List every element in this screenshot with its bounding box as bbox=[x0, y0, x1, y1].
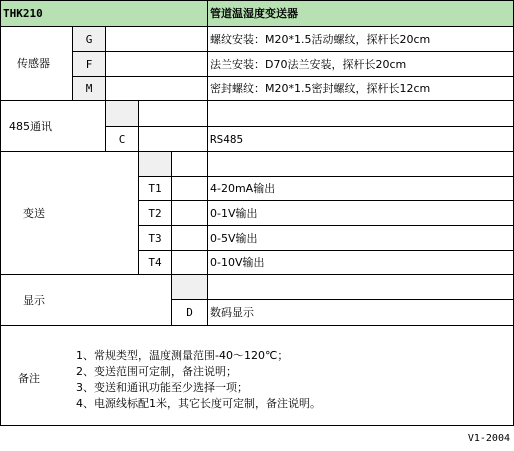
transmit-desc-cell-t3 bbox=[207, 225, 514, 251]
sensor-category-cell bbox=[0, 26, 73, 101]
transmit-label: 变送 bbox=[23, 206, 45, 220]
table-title: 管道温湿度变送器 bbox=[210, 7, 298, 20]
sensor-code-cell-g bbox=[72, 26, 106, 52]
sensor-desc-cell-g bbox=[207, 26, 514, 52]
sensor-spacer-m bbox=[105, 76, 208, 101]
note-line: 1、常规类型，温度测量范围-40～120℃； bbox=[76, 349, 289, 362]
transmit-desc-t2: 0-1V输出 bbox=[210, 206, 258, 220]
transmit-spacer-t1 bbox=[171, 176, 208, 201]
comm-desc-cell bbox=[207, 126, 514, 152]
notes-list bbox=[76, 348, 321, 412]
comm-category-cell bbox=[0, 100, 106, 152]
title-cell bbox=[207, 0, 514, 27]
transmit-category-cell bbox=[0, 151, 139, 275]
transmit-desc-t3: 0-5V输出 bbox=[210, 231, 258, 245]
note-line: 3、变送和通讯功能至少选择一项； bbox=[76, 381, 248, 394]
display-desc-cell bbox=[207, 299, 514, 326]
note-line: 4、电源线标配1米，其它长度可定制，备注说明。 bbox=[76, 397, 321, 410]
transmit-spacer-t4 bbox=[171, 250, 208, 275]
comm-label: 485通讯 bbox=[9, 119, 52, 133]
transmit-code-cell-t2 bbox=[138, 200, 172, 226]
transmit-code-cell-t4 bbox=[138, 250, 172, 275]
comm-desc: RS485 bbox=[210, 132, 244, 146]
transmit-desc-t4: 0-10V输出 bbox=[210, 256, 265, 269]
transmit-code-t3: T3 bbox=[148, 231, 162, 245]
display-desc: 数码显示 bbox=[210, 306, 254, 319]
transmit-code-cell-t3 bbox=[138, 225, 172, 251]
display-blank-cell bbox=[171, 274, 208, 300]
model-cell bbox=[0, 0, 208, 27]
sensor-label: 传感器 bbox=[17, 57, 50, 70]
sensor-code-cell-f bbox=[72, 51, 106, 77]
comm-code-cell bbox=[105, 126, 139, 152]
comm-spacer-bottom bbox=[138, 126, 208, 152]
transmit-spacer-t3 bbox=[171, 225, 208, 251]
transmit-spacer-t2 bbox=[171, 200, 208, 226]
transmit-desc-t1: 4-20mA输出 bbox=[210, 182, 276, 195]
notes-label: 备注 bbox=[18, 372, 40, 385]
model-name: THK210 bbox=[3, 7, 43, 20]
sensor-code-cell-m bbox=[72, 76, 106, 101]
sensor-desc-f: 法兰安装：D70法兰安装，探杆长20cm bbox=[210, 57, 407, 71]
comm-desc-top bbox=[207, 100, 514, 127]
transmit-blank-desc bbox=[207, 151, 514, 177]
notes-section bbox=[0, 325, 514, 426]
sensor-code-m: M bbox=[85, 82, 93, 95]
sensor-spacer-f bbox=[105, 51, 208, 77]
comm-blank-cell bbox=[105, 100, 139, 127]
comm-spacer-top bbox=[138, 100, 208, 127]
display-blank-desc bbox=[207, 274, 514, 300]
display-code-cell bbox=[171, 299, 208, 326]
display-label: 显示 bbox=[23, 293, 45, 307]
transmit-code-t4: T4 bbox=[148, 256, 162, 269]
display-category-cell bbox=[0, 274, 172, 326]
sensor-desc-cell-m bbox=[207, 76, 514, 101]
transmit-desc-cell-t4 bbox=[207, 250, 514, 275]
transmit-blank-cell bbox=[138, 151, 172, 177]
sensor-code-f: F bbox=[85, 57, 93, 71]
transmit-code-cell-t1 bbox=[138, 176, 172, 201]
transmit-code-t1: T1 bbox=[148, 182, 162, 195]
sensor-code-g: G bbox=[85, 32, 93, 46]
display-code: D bbox=[186, 306, 193, 319]
transmit-desc-cell-t1 bbox=[207, 176, 514, 201]
sensor-desc-g: 螺纹安装：M20*1.5活动螺纹，探杆长20cm bbox=[210, 32, 431, 46]
transmit-code-t2: T2 bbox=[148, 206, 162, 220]
transmit-blank-spacer bbox=[171, 151, 208, 177]
note-line: 2、变送范围可定制，备注说明； bbox=[76, 365, 237, 378]
version-label: V1-2004 bbox=[467, 433, 510, 444]
sensor-spacer-g bbox=[105, 26, 208, 52]
transmit-desc-cell-t2 bbox=[207, 200, 514, 226]
comm-code: C bbox=[118, 132, 126, 146]
sensor-desc-m: 密封螺纹：M20*1.5密封螺纹，探杆长12cm bbox=[210, 82, 431, 95]
sensor-desc-cell-f bbox=[207, 51, 514, 77]
